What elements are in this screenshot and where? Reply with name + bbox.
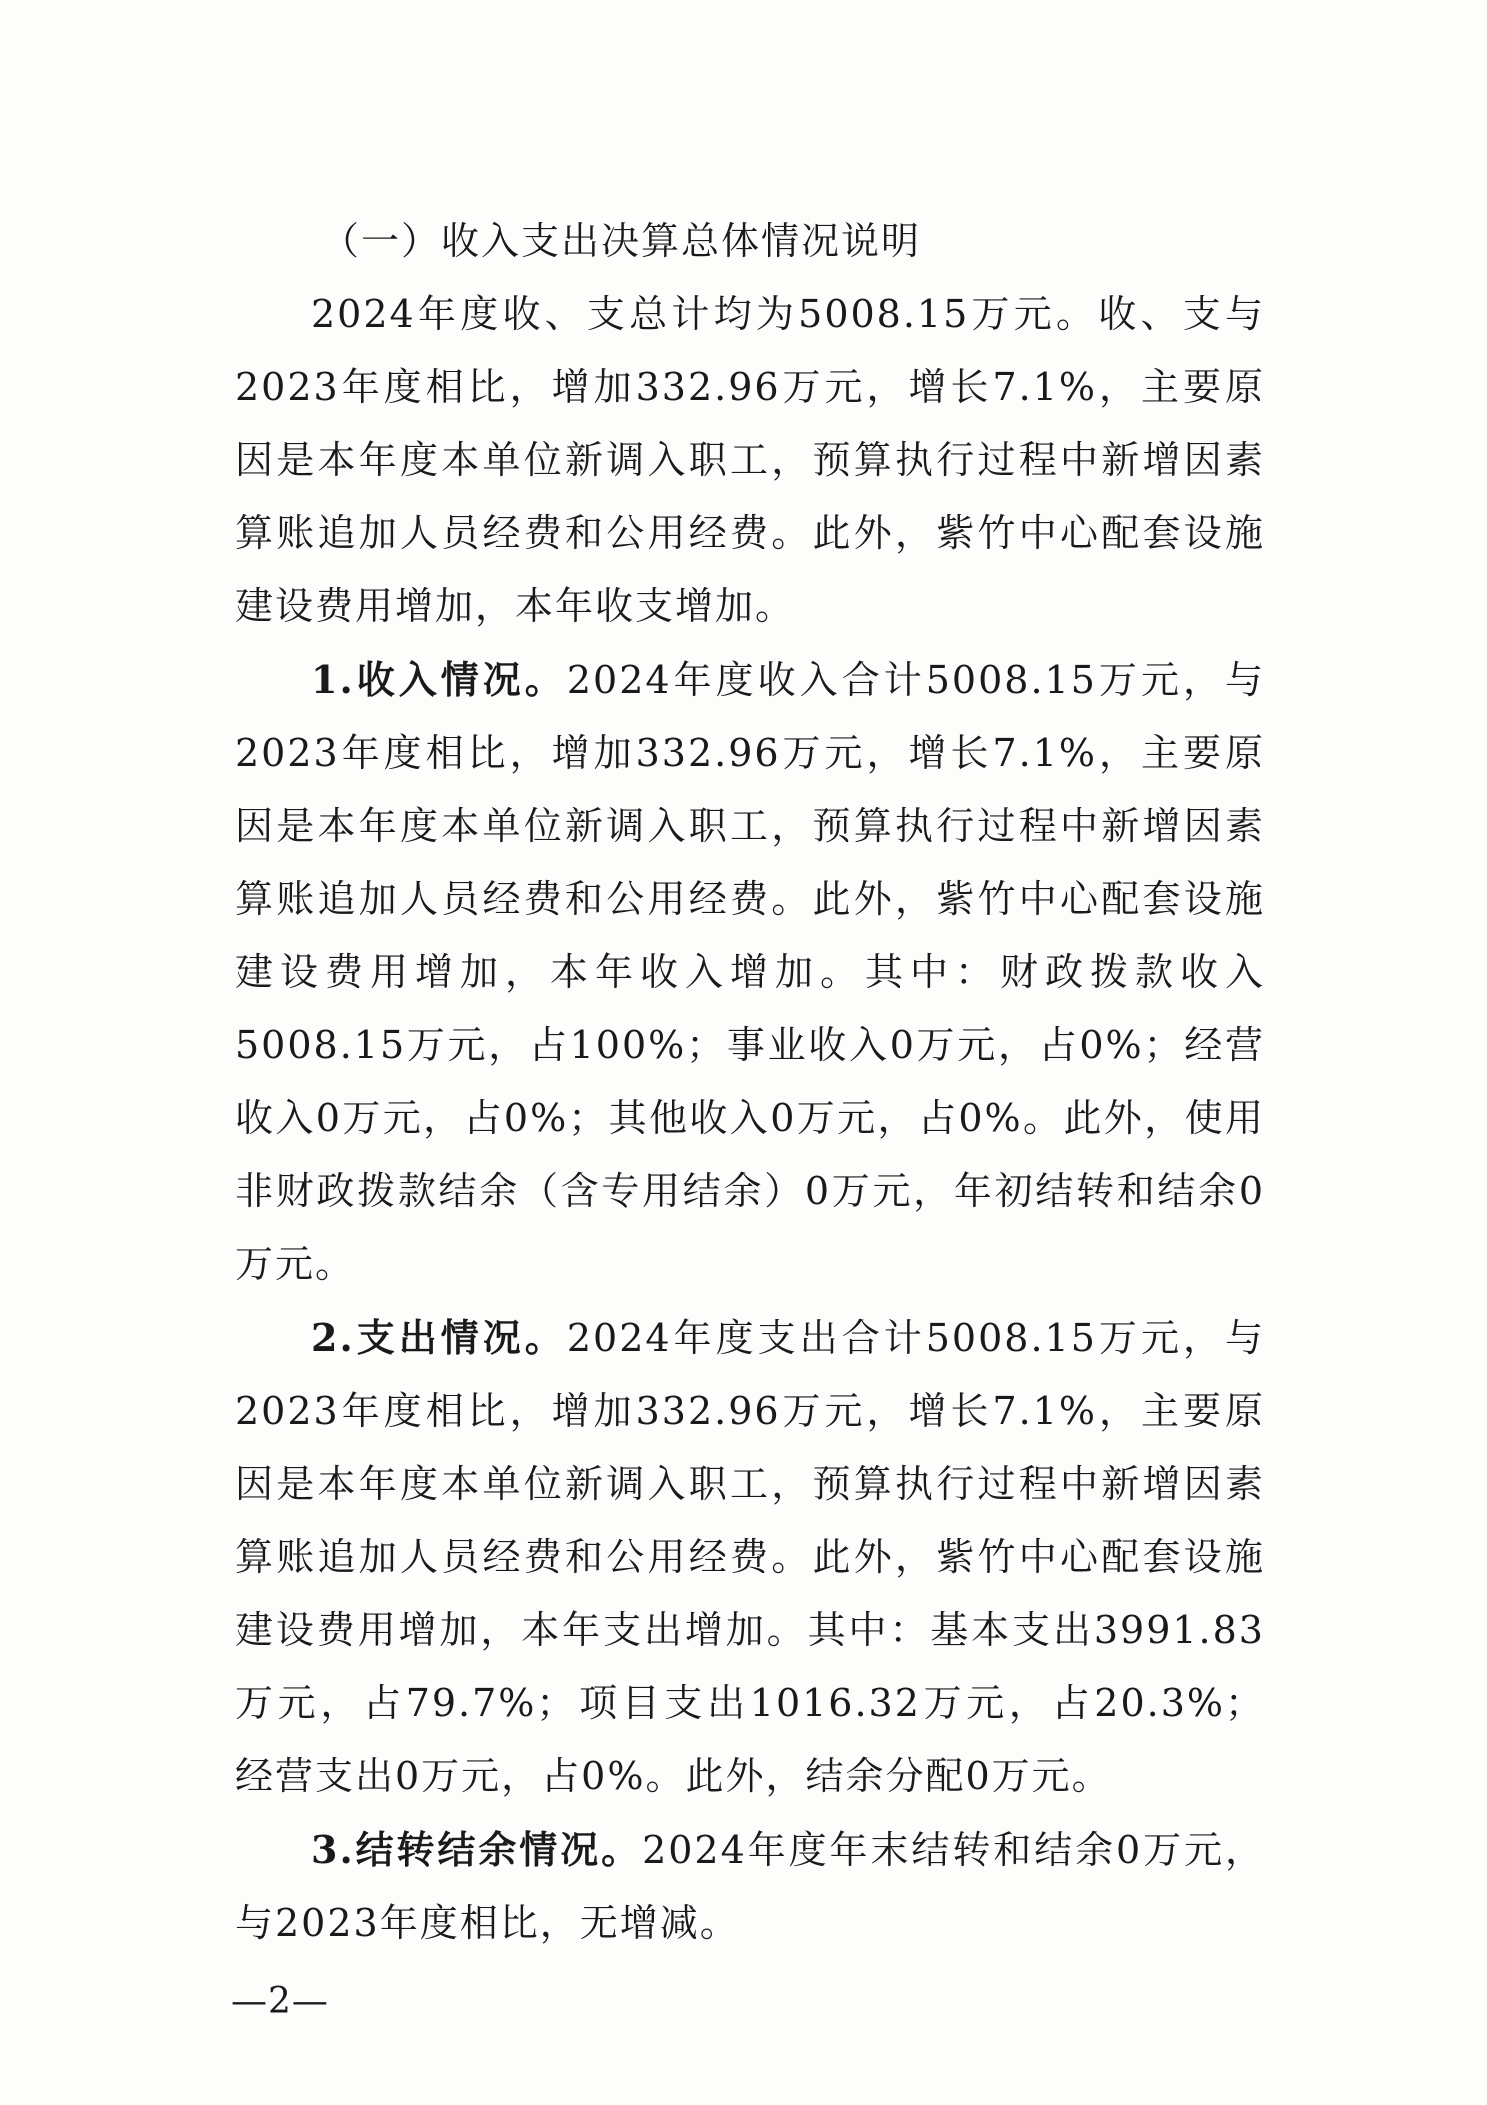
expenditure-lead: 2.支出情况。: [311, 1315, 567, 1360]
income-text: 2024年度收入合计5008.15万元，与2023年度相比，增加332.96万元，增长7.1%，主要原因是本年度本单位新调入职工，预算执行过程中新增因素算账追加人员经费和公用经费。此外，紫竹中心配套设施建设费用增加，本年收入增加。其中：财政拨款收入5008.15万元，占100%；事业收入0万元，占0%；经营收入0万元，占0%；其他收入0万元，占0%。此外，使用非财政拨款结余（含专用结余）0万元，年初结转和结余0万元。: [235, 658, 1265, 1286]
income-lead: 1.收入情况。: [311, 657, 567, 702]
income-paragraph: [235, 643, 1265, 1301]
expenditure-text: 2024年度支出合计5008.15万元，与2023年度相比，增加332.96万元，增长7.1%，主要原因是本年度本单位新调入职工，预算执行过程中新增因素算账追加人员经费和公用经费。此外，紫竹中心配套设施建设费用增加，本年支出增加。其中：基本支出3991.83万元，占79.7%；项目支出1016.32万元，占20.3%；经营支出0万元，占0%。此外，结余分配0万元。: [235, 1316, 1265, 1798]
expenditure-paragraph: [235, 1301, 1265, 1813]
section-heading: （一）收入支出决算总体情况说明: [321, 219, 922, 263]
balance-lead: 3.结转结余情况。: [311, 1827, 643, 1872]
page-number: —2—: [231, 1981, 329, 2022]
balance-text: 2024年度年末结转和结余0万元，与2023年度相比，无增减。: [235, 1828, 1265, 1945]
balance-paragraph: [235, 1813, 1265, 1960]
intro-paragraph: 2024年度收、支总计均为5008.15万元。收、支与2023年度相比，增加332.96万元，增长7.1%，主要原因是本年度本单位新调入职工，预算执行过程中新增因素算账追加人员经费和公用经费。此外，紫竹中心配套设施建设费用增加，本年收支增加。: [235, 292, 1265, 628]
document-body: [235, 205, 1265, 1960]
